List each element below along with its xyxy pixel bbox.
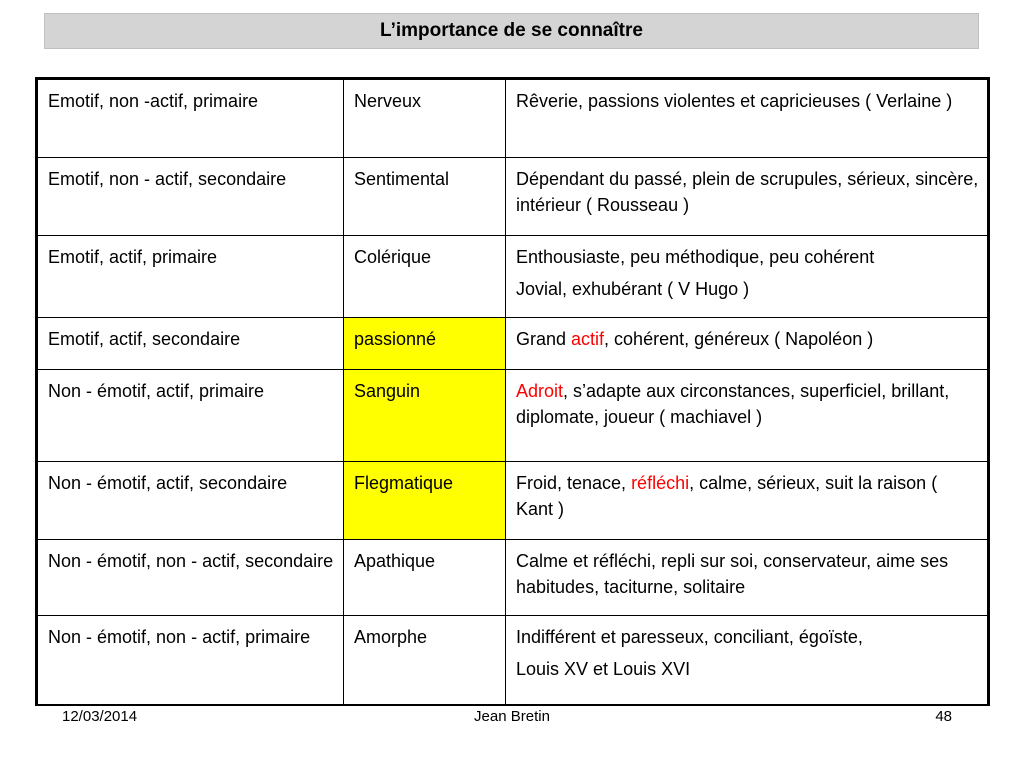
cell-character-name: passionné xyxy=(344,318,506,370)
description-line xyxy=(516,326,979,352)
description-text: Indifférent et paresseux, conciliant, égoïste, xyxy=(516,627,863,647)
cell-description xyxy=(506,370,988,462)
cell-description xyxy=(506,158,988,236)
cell-description xyxy=(506,540,988,616)
character-table-grid xyxy=(37,79,988,706)
cell-type: Non - émotif, non - actif, primaire xyxy=(38,616,344,706)
cell-type: Emotif, actif, primaire xyxy=(38,236,344,318)
footer-date: 12/03/2014 xyxy=(62,708,138,725)
description-text: Froid, tenace, xyxy=(516,473,632,493)
description-text: Grand xyxy=(516,329,572,349)
description-text: , calme, sérieux, suit la raison ( Kant ) xyxy=(516,473,938,519)
cell-character-name: Amorphe xyxy=(344,616,506,706)
cell-type: Non - émotif, actif, primaire xyxy=(38,370,344,462)
highlighted-word: Adroit xyxy=(516,381,564,401)
page-title: L’importance de se connaître xyxy=(380,20,643,41)
cell-description xyxy=(506,236,988,318)
description-line xyxy=(516,548,979,600)
description-text: Rêverie, passions violentes et capricieuses ( Verlaine ) xyxy=(516,91,953,111)
description-text: Calme et réfléchi, repli sur soi, conservateur, aime ses habitudes, taciturne, solitaire xyxy=(516,551,949,597)
table-row xyxy=(38,370,988,462)
cell-description xyxy=(506,462,988,540)
table-row xyxy=(38,158,988,236)
description-line xyxy=(516,88,979,114)
cell-character-name: Nerveux xyxy=(344,80,506,158)
cell-character-name: Apathique xyxy=(344,540,506,616)
table-row xyxy=(38,540,988,616)
table-row xyxy=(38,80,988,158)
cell-character-name: Sanguin xyxy=(344,370,506,462)
table-body xyxy=(38,80,988,706)
cell-type: Non - émotif, non - actif, secondaire xyxy=(38,540,344,616)
cell-type: Emotif, non - actif, secondaire xyxy=(38,158,344,236)
description-line xyxy=(516,244,979,270)
description-text: Jovial, exhubérant ( V Hugo ) xyxy=(516,279,750,299)
description-line xyxy=(516,470,979,522)
cell-character-name: Sentimental xyxy=(344,158,506,236)
highlighted-word: réfléchi xyxy=(631,473,690,493)
cell-type: Emotif, non -actif, primaire xyxy=(38,80,344,158)
description-text: , s’adapte aux circonstances, superficiel, brillant, diplomate, joueur ( machiavel ) xyxy=(516,381,950,427)
description-text: , cohérent, généreux ( Napoléon ) xyxy=(604,329,874,349)
cell-type: Emotif, actif, secondaire xyxy=(38,318,344,370)
description-line xyxy=(516,166,979,218)
table-row xyxy=(38,236,988,318)
description-line xyxy=(516,624,979,650)
cell-description xyxy=(506,80,988,158)
cell-description xyxy=(506,318,988,370)
description-line xyxy=(516,276,979,302)
table-row xyxy=(38,616,988,706)
cell-character-name: Colérique xyxy=(344,236,506,318)
table-row xyxy=(38,462,988,540)
cell-description xyxy=(506,616,988,706)
highlighted-word: actif xyxy=(571,329,605,349)
footer-page-number: 48 xyxy=(935,708,952,725)
table-row xyxy=(38,318,988,370)
description-text: Dépendant du passé, plein de scrupules, sérieux, sincère, intérieur ( Rousseau ) xyxy=(516,169,979,215)
description-line xyxy=(516,378,979,430)
cell-type: Non - émotif, actif, secondaire xyxy=(38,462,344,540)
description-line xyxy=(516,656,979,682)
cell-character-name: Flegmatique xyxy=(344,462,506,540)
description-text: Louis XV et Louis XVI xyxy=(516,659,691,679)
footer-author: Jean Bretin xyxy=(474,708,550,725)
description-text: Enthousiaste, peu méthodique, peu cohérent xyxy=(516,247,875,267)
title-bar xyxy=(44,13,979,49)
character-table xyxy=(35,77,990,706)
